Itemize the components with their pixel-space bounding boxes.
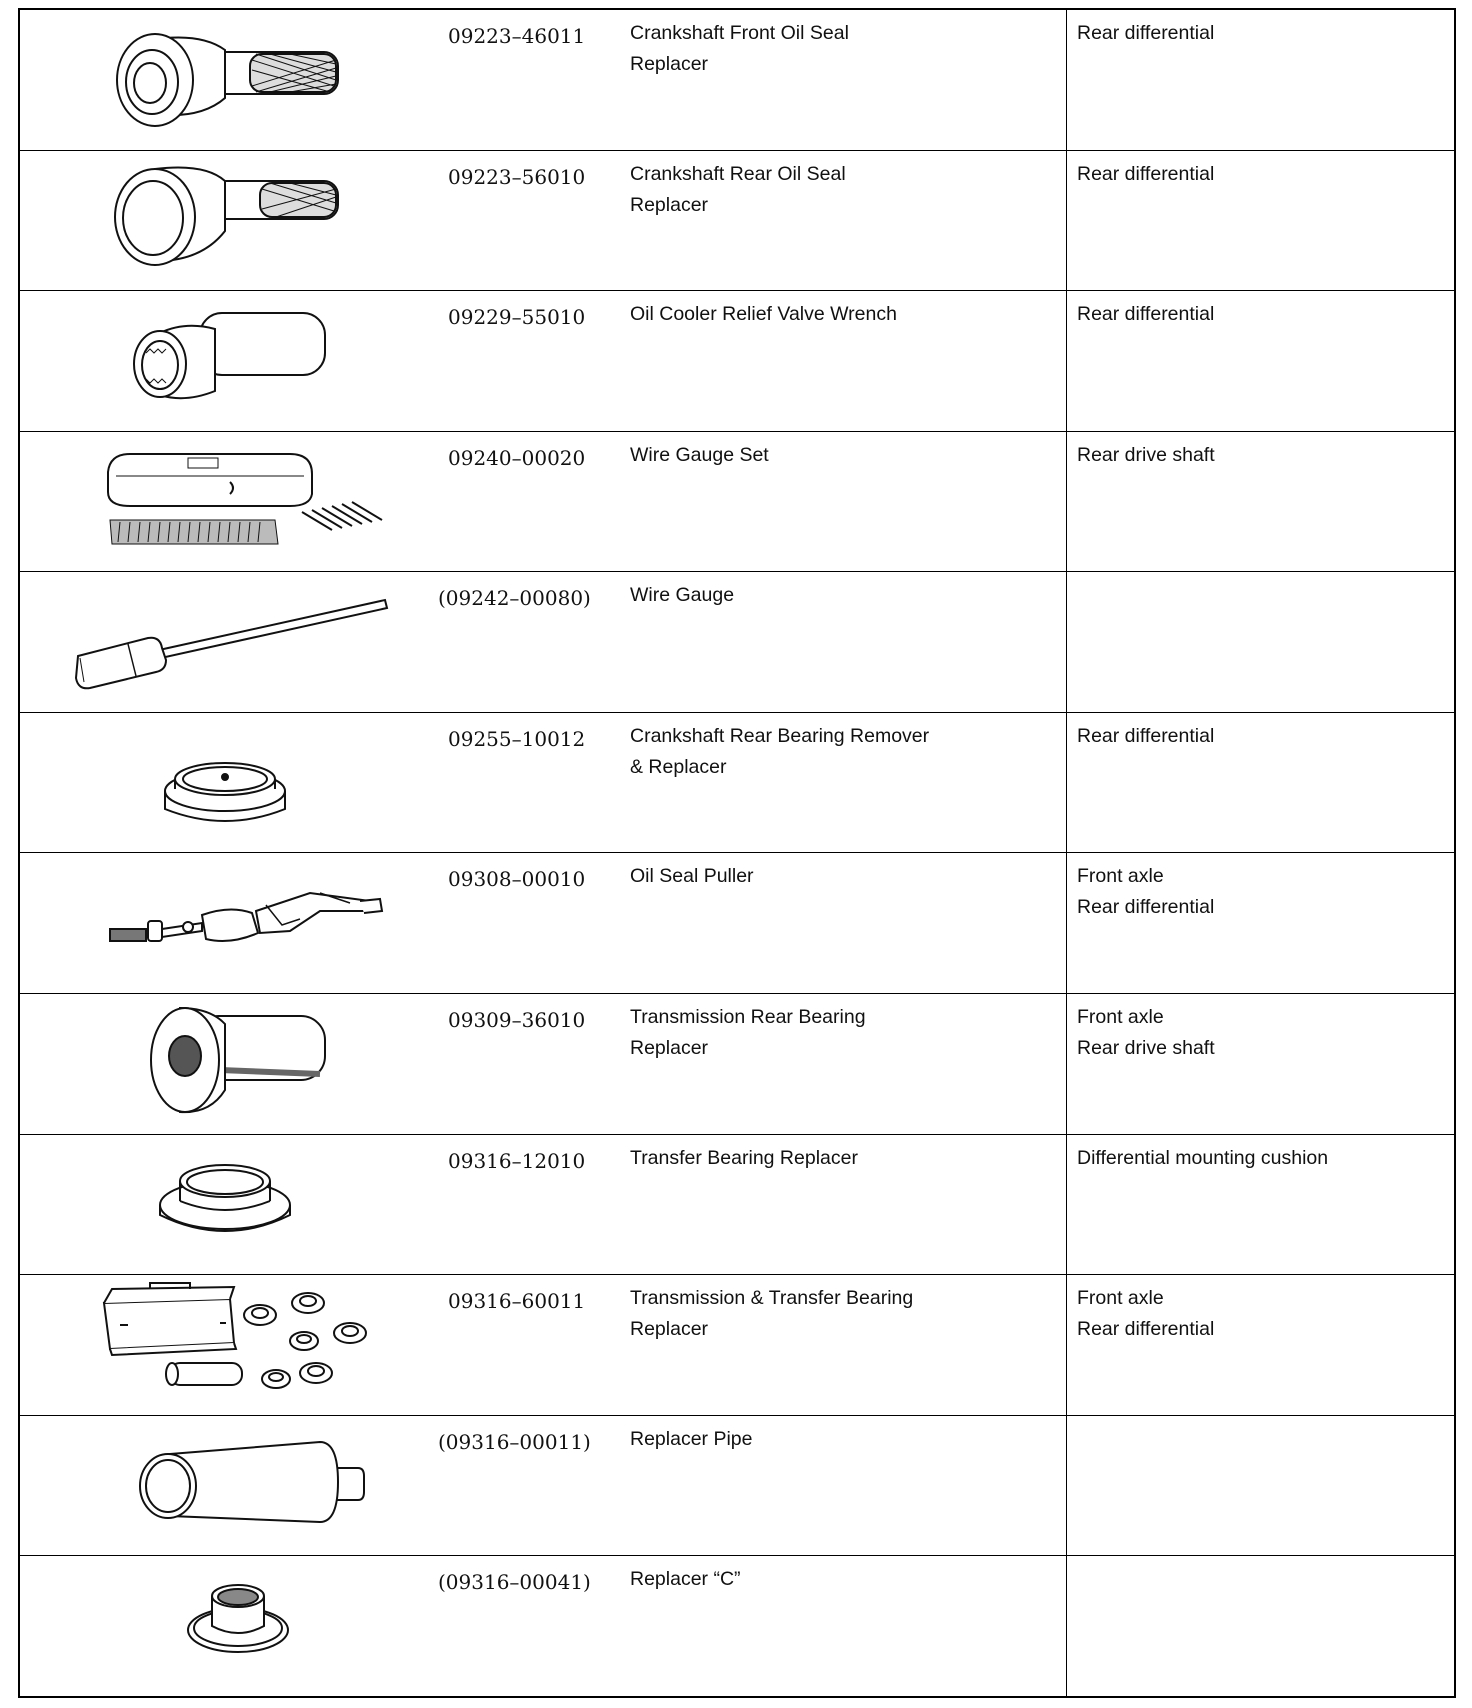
transfer-bearing-replacer-icon [20,1135,430,1274]
part-number: 09223–46011 [448,24,586,48]
tools-table [20,10,1454,1696]
wire-gauge-set-icon [20,432,430,571]
tool-name: Wire Gauge [630,584,735,607]
replacer-pipe-icon [20,1416,430,1555]
table-row [20,853,1454,994]
part-number: 09240–00020 [448,445,586,470]
tool-name: Crankshaft Rear Oil Seal Replacer [630,162,846,216]
part-number: 09308–00010 [448,867,586,892]
crankshaft-front-oil-seal-replacer-icon [20,10,430,149]
bearing-replacer-set-icon [20,1275,430,1414]
part-number: 09316–12010 [448,1148,586,1173]
part-number: (09316–00011) [438,1429,591,1454]
usage-notes: Rear differential [1077,303,1215,326]
bearing-remover-replacer-icon [20,713,430,852]
usage-notes: Front axle Rear drive shaft [1077,1006,1215,1060]
table-row [20,1275,1454,1416]
part-number: 09223–56010 [448,164,586,189]
usage-notes [1067,1416,1454,1424]
oil-seal-puller-icon [20,853,430,992]
part-number: (09242–00080) [438,586,591,611]
tool-name: Oil Seal Puller [630,865,754,888]
usage-notes: Front axle Rear differential [1077,1287,1215,1341]
usage-notes: Differential mounting cushion [1077,1146,1329,1169]
part-number: 09229–55010 [448,305,586,330]
part-number: 09309–36010 [448,1008,586,1033]
tool-name: Oil Cooler Relief Valve Wrench [630,303,897,326]
crankshaft-rear-oil-seal-replacer-icon [20,151,430,290]
transmission-rear-bearing-replacer-icon [20,994,430,1133]
table-row [20,150,1454,291]
usage-notes: Rear differential [1077,162,1215,185]
part-number: 09316–60011 [448,1289,586,1314]
usage-notes [1067,1556,1454,1564]
usage-notes [1067,572,1454,580]
tool-name: Replacer “C” [630,1568,741,1591]
tool-name: Transfer Bearing Replacer [630,1146,858,1169]
tool-name: Crankshaft Front Oil Seal Replacer [630,22,849,75]
table-row [20,1556,1454,1696]
tool-name: Transmission & Transfer Bearing Replacer [630,1287,914,1341]
tool-name: Crankshaft Rear Bearing Remover & Replacer [630,724,930,778]
table-row [20,1415,1454,1556]
part-number: (09316–00041) [438,1570,591,1595]
usage-notes: Rear differential [1077,724,1215,747]
tool-name: Wire Gauge Set [630,443,769,466]
table-row [20,291,1454,432]
usage-notes: Rear drive shaft [1077,443,1215,466]
replacer-c-icon [20,1556,430,1695]
tool-name: Replacer Pipe [630,1427,753,1450]
table-row [20,431,1454,572]
table-row [20,994,1454,1135]
table-row [20,1134,1454,1275]
wire-gauge-icon [20,572,430,711]
table-row [20,712,1454,853]
usage-notes: Front axle Rear differential [1077,865,1215,919]
table-row [20,572,1454,713]
usage-notes: Rear differential [1077,22,1215,44]
tool-name: Transmission Rear Bearing Replacer [630,1006,866,1060]
table-row [20,10,1454,150]
part-number: 09255–10012 [448,726,586,751]
relief-valve-wrench-icon [20,291,430,430]
special-service-tools-table [18,8,1456,1698]
